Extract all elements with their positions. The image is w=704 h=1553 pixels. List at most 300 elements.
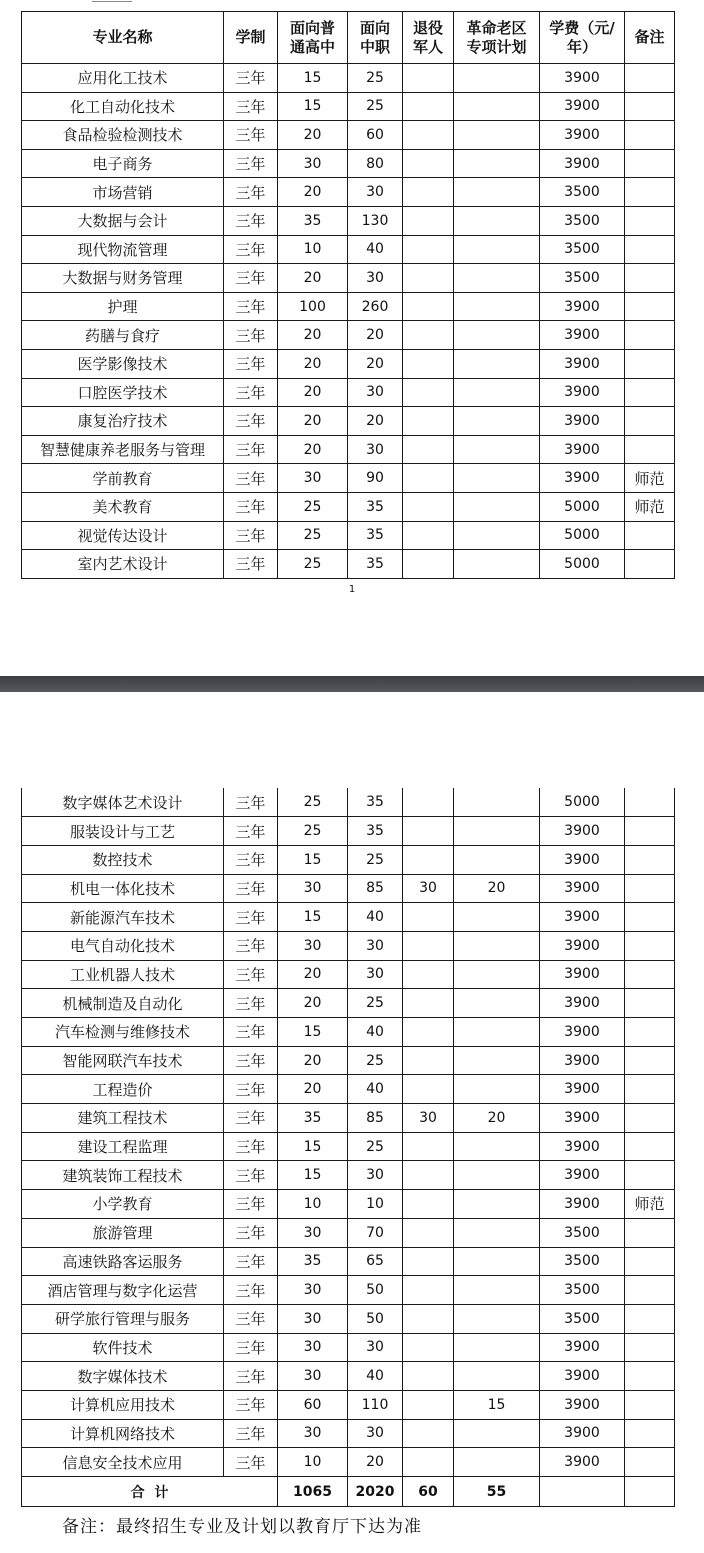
table-row [22, 464, 675, 493]
table-row [22, 121, 675, 150]
cell-duration: 三年 [224, 378, 278, 407]
cell-major-name: 电气自动化技术 [22, 931, 224, 960]
cell-duration: 三年 [224, 1448, 278, 1477]
cell-major-name: 学前教育 [22, 464, 224, 493]
table-row [22, 1419, 675, 1448]
table-row [22, 235, 675, 264]
cell-duration: 三年 [224, 178, 278, 207]
cell-veterans [403, 1419, 454, 1448]
cell-tuition: 5000 [540, 492, 625, 521]
table-row [22, 1075, 675, 1104]
cell-vocational-school: 35 [348, 492, 403, 521]
cell-veterans: 30 [403, 874, 454, 903]
cell-old-revolutionary-plan [454, 1190, 540, 1219]
cell-major-name: 智慧健康养老服务与管理 [22, 435, 224, 464]
cell-veterans [403, 845, 454, 874]
table-row [22, 874, 675, 903]
cell-general-high-school: 25 [278, 788, 348, 817]
total-vocational-school: 2020 [348, 1477, 403, 1507]
table-row [22, 149, 675, 178]
cell-duration: 三年 [224, 1161, 278, 1190]
table-row [22, 1276, 675, 1305]
cell-tuition: 3900 [540, 874, 625, 903]
cell-duration: 三年 [224, 149, 278, 178]
cell-veterans: 30 [403, 1104, 454, 1133]
cell-general-high-school: 15 [278, 845, 348, 874]
cell-veterans [403, 903, 454, 932]
cell-general-high-school: 35 [278, 206, 348, 235]
cell-old-revolutionary-plan [454, 1247, 540, 1276]
table-row [22, 845, 675, 874]
cell-general-high-school: 30 [278, 1218, 348, 1247]
cell-major-name: 电子商务 [22, 149, 224, 178]
cell-tuition: 3500 [540, 206, 625, 235]
cell-old-revolutionary-plan [454, 1333, 540, 1362]
cell-veterans [403, 1190, 454, 1219]
cell-veterans [403, 92, 454, 121]
cell-remarks [625, 903, 675, 932]
cell-tuition: 3900 [540, 407, 625, 436]
page-separator [0, 676, 704, 692]
cell-vocational-school: 20 [348, 321, 403, 350]
cell-remarks [625, 1132, 675, 1161]
cell-remarks [625, 788, 675, 817]
cell-general-high-school: 30 [278, 1419, 348, 1448]
cell-tuition: 3900 [540, 464, 625, 493]
total-row [22, 1477, 675, 1507]
cell-tuition: 3900 [540, 845, 625, 874]
cell-vocational-school: 35 [348, 521, 403, 550]
cell-general-high-school: 15 [278, 92, 348, 121]
cell-major-name: 服装设计与工艺 [22, 817, 224, 846]
cell-general-high-school: 20 [278, 178, 348, 207]
cell-old-revolutionary-plan [454, 264, 540, 293]
cell-veterans [403, 1161, 454, 1190]
cell-remarks [625, 1304, 675, 1333]
cell-general-high-school: 20 [278, 435, 348, 464]
cell-old-revolutionary-plan [454, 1046, 540, 1075]
cell-veterans [403, 292, 454, 321]
header-major-name: 专业名称 [22, 12, 224, 64]
cell-remarks [625, 550, 675, 579]
table-row [22, 321, 675, 350]
cell-old-revolutionary-plan [454, 903, 540, 932]
cell-tuition: 3900 [540, 1390, 625, 1419]
cell-general-high-school: 15 [278, 1132, 348, 1161]
table-row [22, 1362, 675, 1391]
total-general-high-school: 1065 [278, 1477, 348, 1507]
cell-remarks [625, 378, 675, 407]
table-row [22, 1046, 675, 1075]
cell-major-name: 高速铁路客运服务 [22, 1247, 224, 1276]
cell-vocational-school: 130 [348, 206, 403, 235]
cell-major-name: 计算机网络技术 [22, 1419, 224, 1448]
cell-vocational-school: 20 [348, 1448, 403, 1477]
total-label: 合 计 [22, 1477, 278, 1507]
cell-veterans [403, 1276, 454, 1305]
cell-major-name: 数控技术 [22, 845, 224, 874]
cell-veterans [403, 378, 454, 407]
cell-vocational-school: 30 [348, 378, 403, 407]
cell-remarks [625, 407, 675, 436]
cell-veterans [403, 349, 454, 378]
cell-general-high-school: 30 [278, 874, 348, 903]
cell-general-high-school: 25 [278, 492, 348, 521]
cell-tuition: 3900 [540, 64, 625, 93]
cell-tuition: 3500 [540, 264, 625, 293]
cell-tuition: 3900 [540, 1161, 625, 1190]
cell-remarks [625, 521, 675, 550]
cell-old-revolutionary-plan [454, 92, 540, 121]
cell-tuition: 3900 [540, 1362, 625, 1391]
cell-duration: 三年 [224, 121, 278, 150]
cell-old-revolutionary-plan [454, 1132, 540, 1161]
cell-remarks [625, 989, 675, 1018]
cell-remarks [625, 235, 675, 264]
header-tuition: 学费（元/年） [540, 12, 625, 64]
cell-veterans [403, 1247, 454, 1276]
cell-vocational-school: 40 [348, 1362, 403, 1391]
cell-general-high-school: 30 [278, 1362, 348, 1391]
cell-duration: 三年 [224, 264, 278, 293]
cell-veterans [403, 931, 454, 960]
cell-old-revolutionary-plan [454, 321, 540, 350]
table-row [22, 1333, 675, 1362]
cell-remarks [625, 435, 675, 464]
footnote: 备注：最终招生专业及计划以教育厅下达为准 [62, 1517, 422, 1537]
cell-general-high-school: 10 [278, 1190, 348, 1219]
cell-duration: 三年 [224, 874, 278, 903]
cell-veterans [403, 550, 454, 579]
cell-duration: 三年 [224, 1132, 278, 1161]
cell-duration: 三年 [224, 1419, 278, 1448]
table-row [22, 92, 675, 121]
table-row [22, 521, 675, 550]
table-row [22, 178, 675, 207]
cell-vocational-school: 25 [348, 64, 403, 93]
cell-veterans [403, 1333, 454, 1362]
cell-vocational-school: 20 [348, 407, 403, 436]
cell-general-high-school: 35 [278, 1104, 348, 1133]
cell-veterans [403, 321, 454, 350]
cell-remarks [625, 1362, 675, 1391]
cell-remarks [625, 64, 675, 93]
table-row [22, 206, 675, 235]
cell-remarks [625, 92, 675, 121]
cell-veterans [403, 817, 454, 846]
cell-remarks: 师范 [625, 464, 675, 493]
cell-remarks [625, 960, 675, 989]
cell-general-high-school: 100 [278, 292, 348, 321]
table-row [22, 989, 675, 1018]
cell-major-name: 机电一体化技术 [22, 874, 224, 903]
cell-tuition: 3900 [540, 960, 625, 989]
cell-remarks [625, 1333, 675, 1362]
cell-general-high-school: 20 [278, 407, 348, 436]
total-tuition [540, 1477, 625, 1507]
cell-tuition: 3900 [540, 149, 625, 178]
document-page-1 [0, 0, 704, 676]
cell-general-high-school: 25 [278, 521, 348, 550]
cell-major-name: 数字媒体艺术设计 [22, 788, 224, 817]
cell-major-name: 软件技术 [22, 1333, 224, 1362]
cell-remarks [625, 1075, 675, 1104]
cell-tuition: 3900 [540, 121, 625, 150]
table-row [22, 1247, 675, 1276]
cell-vocational-school: 35 [348, 817, 403, 846]
total-veterans: 60 [403, 1477, 454, 1507]
table-row [22, 435, 675, 464]
document-page-2 [0, 692, 704, 1553]
cell-old-revolutionary-plan: 15 [454, 1390, 540, 1419]
cell-old-revolutionary-plan [454, 435, 540, 464]
cell-remarks [625, 149, 675, 178]
cell-general-high-school: 25 [278, 817, 348, 846]
cell-major-name: 室内艺术设计 [22, 550, 224, 579]
cell-tuition: 5000 [540, 550, 625, 579]
cell-vocational-school: 30 [348, 435, 403, 464]
cell-vocational-school: 25 [348, 845, 403, 874]
cell-vocational-school: 30 [348, 960, 403, 989]
cell-tuition: 3900 [540, 378, 625, 407]
cell-duration: 三年 [224, 960, 278, 989]
cell-tuition: 5000 [540, 788, 625, 817]
cell-duration: 三年 [224, 92, 278, 121]
cell-duration: 三年 [224, 845, 278, 874]
cell-old-revolutionary-plan [454, 1362, 540, 1391]
cell-tuition: 3500 [540, 1218, 625, 1247]
cell-duration: 三年 [224, 64, 278, 93]
cell-veterans [403, 492, 454, 521]
table-row [22, 378, 675, 407]
cell-tuition: 3900 [540, 931, 625, 960]
cell-duration: 三年 [224, 817, 278, 846]
cell-veterans [403, 1362, 454, 1391]
cell-major-name: 旅游管理 [22, 1218, 224, 1247]
cell-remarks [625, 206, 675, 235]
cell-major-name: 大数据与会计 [22, 206, 224, 235]
cell-duration: 三年 [224, 1333, 278, 1362]
cell-general-high-school: 30 [278, 1304, 348, 1333]
header-veterans: 退役军人 [403, 12, 454, 64]
cell-major-name: 康复治疗技术 [22, 407, 224, 436]
cell-duration: 三年 [224, 1276, 278, 1305]
cell-duration: 三年 [224, 1218, 278, 1247]
cell-duration: 三年 [224, 292, 278, 321]
table-row [22, 550, 675, 579]
cell-remarks [625, 321, 675, 350]
cell-tuition: 3500 [540, 1304, 625, 1333]
cell-old-revolutionary-plan [454, 817, 540, 846]
cell-vocational-school: 30 [348, 1161, 403, 1190]
cell-old-revolutionary-plan [454, 1448, 540, 1477]
cell-duration: 三年 [224, 788, 278, 817]
table-row [22, 1161, 675, 1190]
cell-remarks [625, 1104, 675, 1133]
cell-old-revolutionary-plan [454, 464, 540, 493]
cell-old-revolutionary-plan [454, 492, 540, 521]
cell-general-high-school: 15 [278, 64, 348, 93]
cell-remarks [625, 292, 675, 321]
cell-vocational-school: 40 [348, 235, 403, 264]
cell-major-name: 大数据与财务管理 [22, 264, 224, 293]
cell-remarks [625, 349, 675, 378]
cell-general-high-school: 30 [278, 1276, 348, 1305]
cell-veterans [403, 1046, 454, 1075]
cell-remarks [625, 1018, 675, 1047]
cell-remarks [625, 1448, 675, 1477]
table-row [22, 788, 675, 817]
cell-remarks [625, 931, 675, 960]
cell-major-name: 酒店管理与数字化运营 [22, 1276, 224, 1305]
cell-veterans [403, 1218, 454, 1247]
cell-duration: 三年 [224, 349, 278, 378]
cell-major-name: 小学教育 [22, 1190, 224, 1219]
cell-major-name: 汽车检测与维修技术 [22, 1018, 224, 1047]
cell-tuition: 5000 [540, 521, 625, 550]
cell-general-high-school: 30 [278, 464, 348, 493]
cell-vocational-school: 60 [348, 121, 403, 150]
cell-duration: 三年 [224, 321, 278, 350]
cell-duration: 三年 [224, 1390, 278, 1419]
cell-tuition: 3900 [540, 92, 625, 121]
cell-veterans [403, 1448, 454, 1477]
cell-vocational-school: 260 [348, 292, 403, 321]
header-general-high-school: 面向普通高中 [278, 12, 348, 64]
cell-remarks [625, 1218, 675, 1247]
cell-general-high-school: 20 [278, 121, 348, 150]
cell-vocational-school: 40 [348, 903, 403, 932]
cell-major-name: 数字媒体技术 [22, 1362, 224, 1391]
cell-old-revolutionary-plan [454, 206, 540, 235]
cell-duration: 三年 [224, 1304, 278, 1333]
cell-vocational-school: 50 [348, 1304, 403, 1333]
cell-major-name: 市场营销 [22, 178, 224, 207]
table-row [22, 1104, 675, 1133]
cell-remarks [625, 1390, 675, 1419]
cell-old-revolutionary-plan [454, 407, 540, 436]
table-row [22, 1218, 675, 1247]
total-remarks [625, 1477, 675, 1507]
cell-tuition: 3900 [540, 989, 625, 1018]
enrollment-table-page-2 [21, 788, 675, 1507]
table-row [22, 292, 675, 321]
cell-major-name: 视觉传达设计 [22, 521, 224, 550]
cell-old-revolutionary-plan [454, 550, 540, 579]
cell-remarks [625, 1161, 675, 1190]
cell-remarks [625, 817, 675, 846]
cell-general-high-school: 20 [278, 264, 348, 293]
cell-veterans [403, 1132, 454, 1161]
table-row [22, 960, 675, 989]
cell-vocational-school: 20 [348, 349, 403, 378]
cell-vocational-school: 30 [348, 1333, 403, 1362]
cell-remarks [625, 845, 675, 874]
cell-duration: 三年 [224, 435, 278, 464]
cell-tuition: 3900 [540, 1046, 625, 1075]
cell-tuition: 3900 [540, 321, 625, 350]
table-row [22, 1304, 675, 1333]
cell-duration: 三年 [224, 1075, 278, 1104]
cell-duration: 三年 [224, 931, 278, 960]
cell-major-name: 新能源汽车技术 [22, 903, 224, 932]
cell-tuition: 3900 [540, 1018, 625, 1047]
cell-major-name: 口腔医学技术 [22, 378, 224, 407]
header-old-revolutionary-plan: 革命老区专项计划 [454, 12, 540, 64]
cell-general-high-school: 60 [278, 1390, 348, 1419]
cell-veterans [403, 1390, 454, 1419]
cell-remarks [625, 1247, 675, 1276]
cell-general-high-school: 10 [278, 1448, 348, 1477]
cell-tuition: 3900 [540, 435, 625, 464]
cell-major-name: 建设工程监理 [22, 1132, 224, 1161]
cell-tuition: 3900 [540, 1190, 625, 1219]
cell-duration: 三年 [224, 521, 278, 550]
cell-old-revolutionary-plan [454, 1419, 540, 1448]
cell-vocational-school: 35 [348, 550, 403, 579]
cell-duration: 三年 [224, 1046, 278, 1075]
cell-veterans [403, 206, 454, 235]
table-row [22, 817, 675, 846]
cell-veterans [403, 464, 454, 493]
cell-remarks [625, 178, 675, 207]
cell-old-revolutionary-plan [454, 378, 540, 407]
cell-vocational-school: 80 [348, 149, 403, 178]
cell-old-revolutionary-plan [454, 788, 540, 817]
cell-remarks [625, 121, 675, 150]
cell-duration: 三年 [224, 1104, 278, 1133]
cell-general-high-school: 15 [278, 1161, 348, 1190]
cell-general-high-school: 10 [278, 235, 348, 264]
cell-duration: 三年 [224, 1190, 278, 1219]
cell-major-name: 信息安全技术应用 [22, 1448, 224, 1477]
cell-remarks [625, 874, 675, 903]
cell-old-revolutionary-plan [454, 121, 540, 150]
cell-veterans [403, 1304, 454, 1333]
cell-major-name: 食品检验检测技术 [22, 121, 224, 150]
cell-vocational-school: 50 [348, 1276, 403, 1305]
cell-old-revolutionary-plan [454, 235, 540, 264]
cell-vocational-school: 90 [348, 464, 403, 493]
cell-old-revolutionary-plan [454, 349, 540, 378]
cell-major-name: 现代物流管理 [22, 235, 224, 264]
table-row [22, 264, 675, 293]
cell-veterans [403, 121, 454, 150]
cell-general-high-school: 20 [278, 1075, 348, 1104]
cell-vocational-school: 10 [348, 1190, 403, 1219]
cell-major-name: 智能网联汽车技术 [22, 1046, 224, 1075]
cell-major-name: 药膳与食疗 [22, 321, 224, 350]
cell-duration: 三年 [224, 206, 278, 235]
cell-tuition: 3500 [540, 1247, 625, 1276]
table-row [22, 492, 675, 521]
cell-duration: 三年 [224, 1362, 278, 1391]
table-row [22, 407, 675, 436]
cell-old-revolutionary-plan [454, 1075, 540, 1104]
cell-vocational-school: 70 [348, 1218, 403, 1247]
cell-duration: 三年 [224, 464, 278, 493]
cell-general-high-school: 20 [278, 989, 348, 1018]
cell-vocational-school: 30 [348, 931, 403, 960]
cell-vocational-school: 85 [348, 874, 403, 903]
cell-tuition: 3900 [540, 349, 625, 378]
cell-old-revolutionary-plan: 20 [454, 874, 540, 903]
cell-old-revolutionary-plan [454, 1276, 540, 1305]
cell-duration: 三年 [224, 903, 278, 932]
cell-major-name: 工业机器人技术 [22, 960, 224, 989]
cell-old-revolutionary-plan [454, 1161, 540, 1190]
table-row [22, 349, 675, 378]
